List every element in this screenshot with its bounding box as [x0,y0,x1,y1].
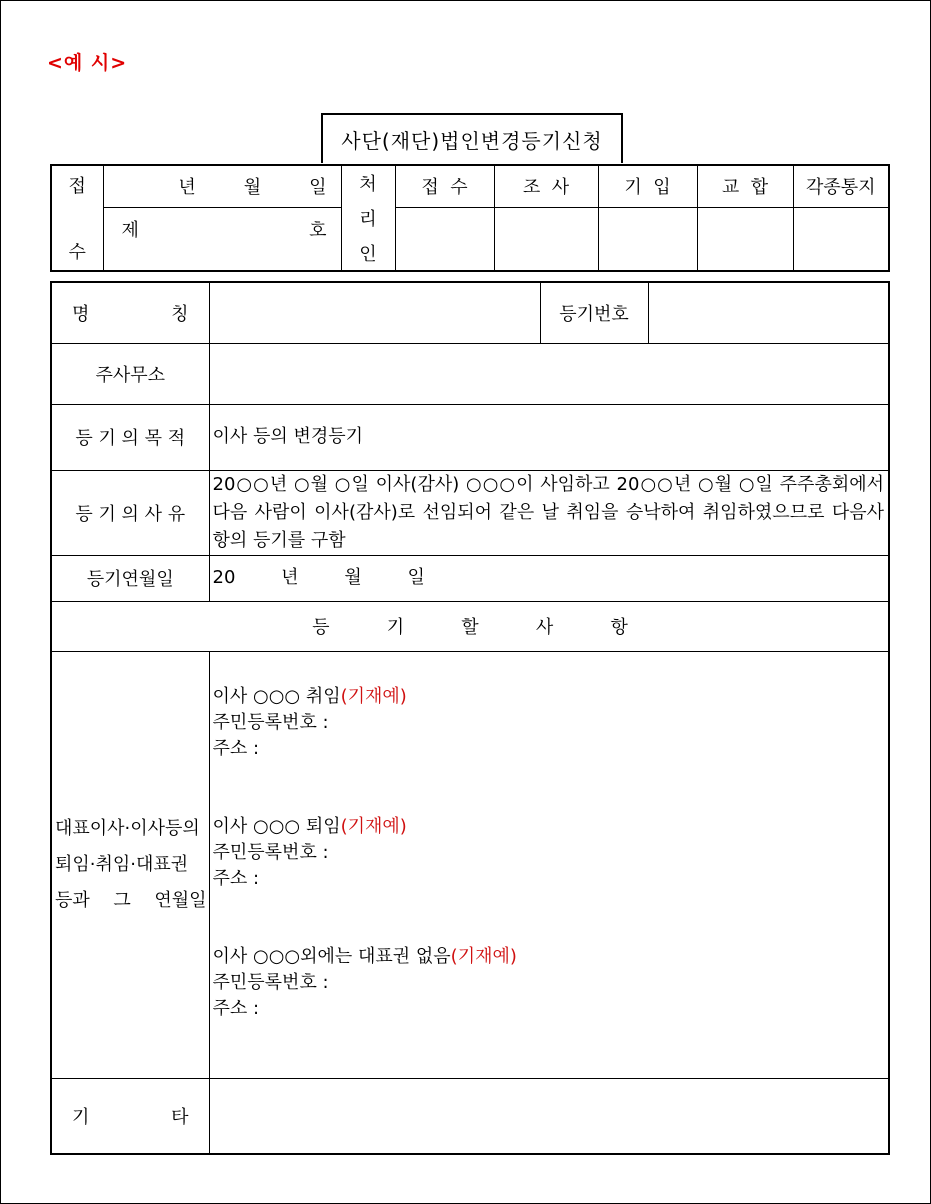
receipt-year: 년 [178,177,196,199]
office-label: 주사무소 [51,343,209,404]
entry-2-line1: 이사 ○○○ 퇴임 [212,815,341,837]
entry-1 [210,684,889,762]
stamp-notice[interactable] [793,207,889,271]
processor-char-2: 리 [359,209,377,230]
directors-label-cell [51,651,209,1078]
other-label-b: 타 [171,1106,189,1128]
stamp-check[interactable] [697,207,793,271]
other-label-a: 기 [72,1106,90,1128]
entry-3 [210,944,889,1022]
processor-char-1: 처 [359,174,377,195]
receipt-number-suffix: 호 [309,219,327,241]
matters-header: 등 기 할 사 항 [51,601,889,651]
stamp-review[interactable] [494,207,598,271]
other-field[interactable] [209,1078,889,1154]
purpose-field[interactable]: 이사 등의 변경등기 [209,404,889,470]
receipt-label-top: 접 [68,176,86,197]
entry-3-line2: 주민등록번호 : [212,971,329,993]
col-header-check: 교 합 [697,165,793,207]
col-header-review: 조 사 [494,165,598,207]
entry-2-line3: 주소 : [212,867,260,889]
entry-2-note: (기재예) [340,815,407,837]
entry-3-line3: 주소 : [212,997,260,1019]
receipt-number-cell [103,207,341,271]
other-label [51,1078,209,1154]
date-label: 등기연월일 [51,555,209,601]
entry-2 [210,814,889,892]
reg-no-label: 등기번호 [540,282,648,343]
receipt-number-prefix: 제 [121,219,139,241]
reason-field[interactable]: 20○○년 ○월 ○일 이사(감사) ○○○이 사임하고 20○○년 ○월 ○일 주주총회에서 다음 사람이 이사(감사)로 선임되어 같은 날 취임을 승낙하여 취임하였으므로 다음사항의 등기를 구함 [209,470,889,555]
receipt-month: 월 [243,177,262,199]
purpose-label: 등 기 의 목 적 [51,404,209,470]
reason-label: 등 기 의 사 유 [51,470,209,555]
receipt-label-bottom: 수 [68,242,86,263]
form-title: 사단(재단)법인변경등기신청 [321,113,623,163]
receipt-label-cell [51,165,103,271]
processor-char-3: 인 [359,244,377,265]
entry-1-line1: 이사 ○○○ 취임 [212,685,341,707]
main-form-table [50,281,890,1155]
col-header-receipt: 접 수 [395,165,494,207]
name-label-a: 명 [72,303,90,325]
col-header-entry: 기 입 [598,165,697,207]
name-label [51,282,209,343]
stamp-receipt[interactable] [395,207,494,271]
directors-field[interactable] [209,651,889,1078]
name-field[interactable] [209,282,540,343]
receipt-date-cell [103,165,341,207]
entry-1-line3: 주소 : [212,737,260,759]
directors-label: 대표이사·이사등의 퇴임·취임·대표권 등과 그 연월일 [55,817,207,911]
receipt-day: 일 [309,177,327,199]
receipt-table [50,164,890,272]
date-field[interactable]: 20 년 월 일 [209,555,889,601]
entry-3-note: (기재예) [450,945,517,967]
stamp-entry[interactable] [598,207,697,271]
name-label-b: 칭 [171,303,189,325]
processor-label-cell [341,165,395,271]
entry-1-line2: 주민등록번호 : [212,711,329,733]
col-header-notice: 각종통지 [793,165,889,207]
office-field[interactable] [209,343,889,404]
entry-2-line2: 주민등록번호 : [212,841,329,863]
example-label: <예 시> [47,52,128,74]
reg-no-field[interactable] [648,282,889,343]
entry-1-note: (기재예) [340,685,407,707]
entry-3-line1: 이사 ○○○외에는 대표권 없음 [212,945,451,967]
